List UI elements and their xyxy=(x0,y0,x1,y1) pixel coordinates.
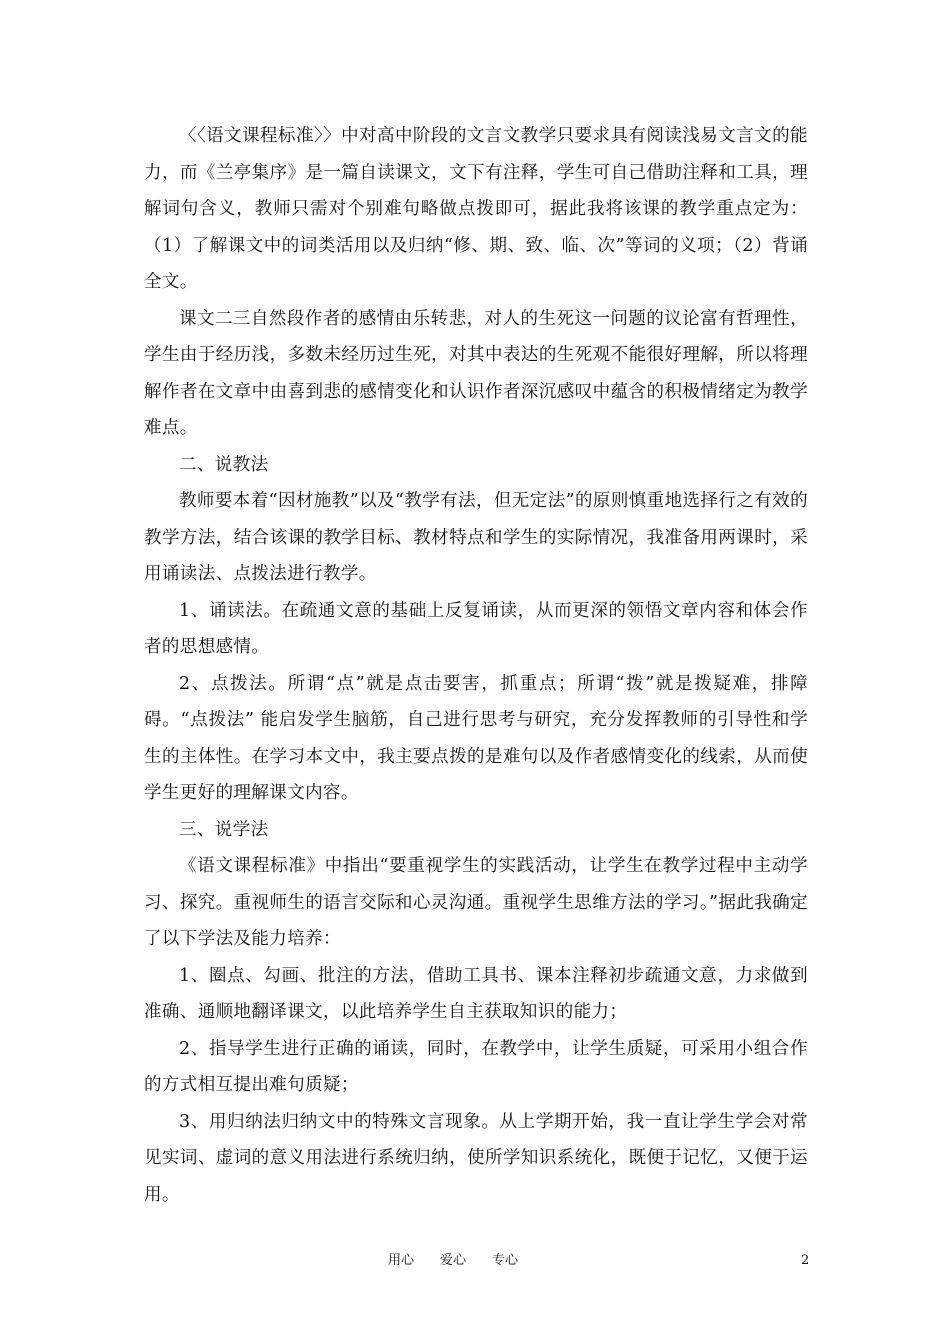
paragraph-reading-method: 1、诵读法。在疏通文意的基础上反复诵读，从而更深的领悟文章内容和体会作者的思想感情。 xyxy=(144,600,808,657)
paragraph-learning-method-3: 3、用归纳法归纳文中的特殊文言现象。从上学期开始，我一直让学生学会对常见实词、虚词的意义用法进行系统归纳，使所学知识系统化，既便于记忆，又便于运用。 xyxy=(144,1111,808,1205)
paragraph-guidance-method: 2、点拨法。所谓“点”就是点击要害，抓重点；所谓“拨”就是拨疑难，排障碍。“点拨法” 能启发学生脑筋，自己进行思考与研究，充分发挥教师的引导性和学生的主体性。在学习本文中，我主要点拨的是难句以及作者感情变化的线索，从而使学生更好的理解课文内容。 xyxy=(144,673,808,803)
document-body xyxy=(144,118,808,1213)
paragraph-learning-method-2: 2、指导学生进行正确的诵读，同时，在教学中，让学生质疑，可采用小组合作的方式相互提出难句质疑； xyxy=(144,1038,808,1095)
section-heading-teaching-methods: 二、说教法 xyxy=(179,454,269,475)
page-number: 2 xyxy=(801,1253,810,1268)
page-footer xyxy=(0,1249,950,1273)
paragraph-learning-method-1: 1、圈点、勾画、批注的方法，借助工具书、课本注释初步疏通文意，力求做到准确、通顺地翻译课文，以此培养学生自主获取知识的能力； xyxy=(144,965,808,1022)
paragraph-learning-methods-intro: 《语文课程标准》中指出“要重视学生的实践活动，让学生在教学过程中主动学习、探究。重视师生的语言交际和心灵沟通。重视学生思维方法的学习。”据此我确定了以下学法及能力培养： xyxy=(144,856,808,949)
paragraph-curriculum-standard: 〈〈语文课程标准〉〉中对高中阶段的文言文教学只要求具有阅读浅易文言文的能力，而《兰亭集序》是一篇自读课文，文下有注释，学生可自己借助注释和工具，理解词句含义，教师只需对个别难句略做点拨即可，据此我将该课的教学重点定为：（1）了解课文中的词类活用以及归纳“修、期、致、临、次”等词的义项；（2）背诵全文。 xyxy=(144,126,808,292)
section-heading-learning-methods: 三、说学法 xyxy=(179,819,269,840)
paragraph-teaching-difficulty: 课文二三自然段作者的感情由乐转悲，对人的生死这一问题的议论富有哲理性，学生由于经历浅，多数未经历过生死，对其中表达的生死观不能很好理解，所以将理解作者在文章中由喜到悲的感情变化和认识作者深沉感叹中蕴含的积极情绪定为教学难点。 xyxy=(144,308,808,438)
footer-motto: 用心 爱心 专心 xyxy=(388,1253,519,1268)
paragraph-teaching-methods-intro: 教师要本着“因材施教”以及“教学有法，但无定法”的原则慎重地选择行之有效的教学方法，结合该课的教学目标、教材特点和学生的实际情况，我准备用两课时，采用诵读法、点拨法进行教学。 xyxy=(144,491,808,584)
